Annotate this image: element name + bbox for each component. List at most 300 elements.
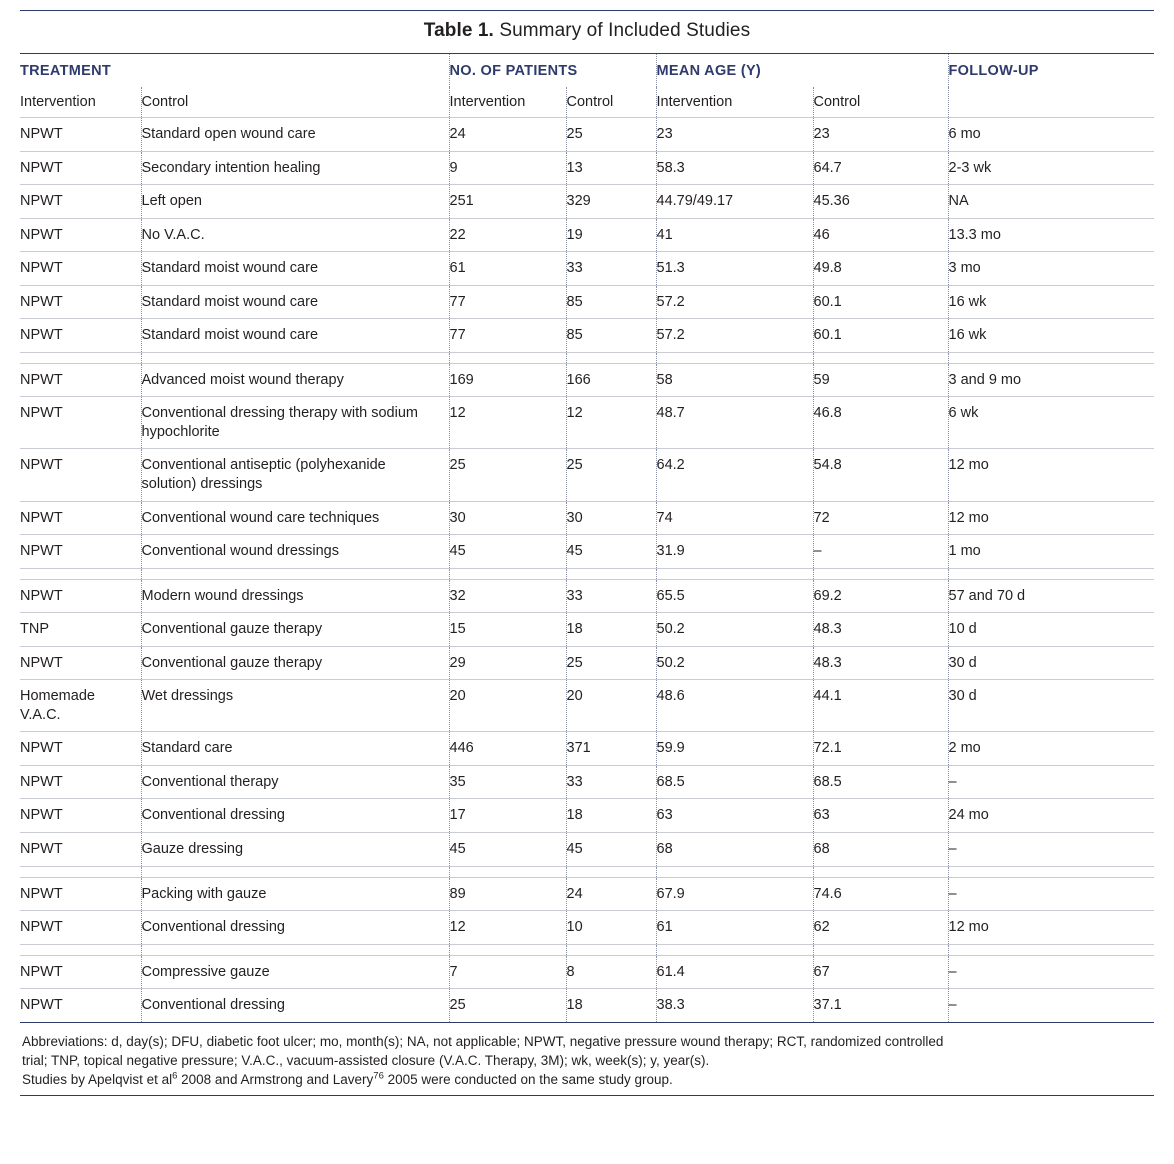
table-cell: [141, 252, 449, 286]
studies-table: [20, 54, 1154, 1022]
cell-text: 46.8: [813, 405, 842, 422]
cell-text: Standard moist wound care: [141, 293, 319, 310]
cell-text: 38.3: [656, 997, 685, 1014]
cell-text: –: [948, 841, 957, 858]
table-cell: [813, 877, 948, 911]
cell-text: 13: [566, 159, 583, 176]
table-cell: [813, 833, 948, 867]
cell-text: 62: [813, 919, 830, 936]
table-cell-spacer: [656, 944, 813, 955]
cell-text: NPWT: [20, 773, 63, 790]
table-row: [20, 252, 1154, 286]
table-cell-spacer: [813, 866, 948, 877]
cell-text: 2-3 wk: [948, 159, 992, 176]
cell-text: NPWT: [20, 226, 63, 243]
cell-text: 446: [449, 740, 474, 757]
table-row: [20, 185, 1154, 219]
footnote-line-3-part-b: 2008 and Armstrong and Lavery: [177, 1072, 374, 1088]
table-cell: [566, 732, 656, 766]
table-cell: [449, 319, 566, 353]
cell-text: NPWT: [20, 963, 63, 980]
cell-text: NPWT: [20, 543, 63, 560]
cell-text: Standard open wound care: [141, 126, 316, 142]
cell-text: 89: [449, 885, 466, 902]
cell-text: 48.3: [813, 621, 842, 638]
cell-text: NA: [948, 193, 969, 210]
cell-text: 3 mo: [948, 260, 981, 277]
table-row: [20, 218, 1154, 252]
cell-text: 23: [813, 126, 830, 142]
table-cell: [449, 955, 566, 989]
table-cell-spacer: [141, 866, 449, 877]
table-row-spacer: [20, 352, 1154, 363]
table-cell: [141, 449, 449, 501]
table-cell: [449, 449, 566, 501]
group-header-treatment: TREATMENT: [20, 63, 112, 79]
cell-text: 74: [656, 509, 673, 526]
table-cell: [141, 989, 449, 1022]
cell-text: 58: [656, 371, 673, 388]
table-cell: [948, 535, 1154, 569]
table-cell: [566, 397, 656, 449]
cell-text: 50.2: [656, 621, 685, 638]
table-cell: [20, 397, 141, 449]
cell-text: 45: [449, 543, 466, 560]
table-cell: [141, 218, 449, 252]
cell-text: 15: [449, 621, 466, 638]
table-cell: [449, 833, 566, 867]
table-cell: [141, 579, 449, 613]
table-cell-spacer: [948, 944, 1154, 955]
table-cell: [20, 911, 141, 945]
table-cell: [141, 799, 449, 833]
cell-text: NPWT: [20, 807, 63, 824]
cell-text: 61: [449, 260, 466, 277]
cell-text: 32: [449, 587, 466, 604]
footnote-ref-6: 6: [172, 1070, 178, 1082]
table-cell: [20, 151, 141, 185]
table-cell: [813, 765, 948, 799]
cell-text: 85: [566, 327, 583, 344]
table-container: [20, 0, 1154, 1096]
cell-text: 35: [449, 773, 466, 790]
table-row-spacer: [20, 866, 1154, 877]
table-cell: [566, 252, 656, 286]
cell-text: 67: [813, 963, 830, 980]
cell-text: 251: [449, 193, 474, 210]
table-cell: [813, 185, 948, 219]
cell-text: 30: [566, 509, 583, 526]
table-cell: [656, 989, 813, 1022]
table-cell: [813, 501, 948, 535]
table-cell: [566, 535, 656, 569]
table-cell: [656, 955, 813, 989]
footnote-line-3-part-a: Studies by Apelqvist et al: [22, 1072, 173, 1088]
cell-text: 18: [566, 621, 583, 638]
cell-text: 12: [449, 405, 466, 422]
table-row: [20, 911, 1154, 945]
table-cell: [656, 449, 813, 501]
table-title-text: Summary of Included Studies: [493, 20, 751, 41]
cell-text: 37.1: [813, 997, 842, 1014]
table-cell: [141, 833, 449, 867]
table-cell: [948, 799, 1154, 833]
table-cell: [656, 833, 813, 867]
cell-text: 64.2: [656, 457, 685, 474]
table-cell: [813, 397, 948, 449]
cell-text: 33: [566, 587, 583, 604]
table-cell: [141, 732, 449, 766]
cell-text: 25: [566, 126, 583, 142]
table-cell: [813, 680, 948, 732]
cell-text: –: [948, 963, 957, 980]
table-cell: [656, 501, 813, 535]
table-cell: [566, 765, 656, 799]
table-row: [20, 613, 1154, 647]
table-cell: [813, 218, 948, 252]
sub-header-age-control: Control: [813, 87, 948, 118]
cell-text: Secondary intention healing: [141, 159, 321, 176]
table-cell: [813, 579, 948, 613]
table-cell: [449, 877, 566, 911]
table-cell-spacer: [449, 944, 566, 955]
cell-text: 30 d: [948, 654, 977, 671]
cell-text: 6 mo: [948, 126, 981, 142]
table-cell: [20, 989, 141, 1022]
table-cell: [813, 535, 948, 569]
table-cell: [20, 680, 141, 732]
table-cell: [449, 989, 566, 1022]
table-cell: [566, 911, 656, 945]
cell-text: 44.79/49.17: [656, 193, 734, 210]
table-cell-spacer: [566, 568, 656, 579]
table-title-label: Table 1.: [423, 20, 494, 41]
cell-text: 48.3: [813, 654, 842, 671]
cell-text: NPWT: [20, 293, 63, 310]
cell-text: Conventional gauze therapy: [141, 621, 323, 638]
cell-text: 3 and 9 mo: [948, 371, 1022, 388]
cell-text: Standard moist wound care: [141, 260, 319, 277]
cell-text: 63: [813, 807, 830, 824]
table-cell: [20, 613, 141, 647]
cell-text: 10 d: [948, 621, 977, 638]
cell-text: –: [948, 885, 957, 902]
cell-text: NPWT: [20, 457, 63, 474]
cell-text: Conventional dressing: [141, 807, 285, 824]
table-cell: [141, 680, 449, 732]
table-cell: [566, 118, 656, 152]
table-row: [20, 579, 1154, 613]
table-cell: [141, 765, 449, 799]
cell-text: 17: [449, 807, 466, 824]
table-row: [20, 118, 1154, 152]
cell-text: Modern wound dressings: [141, 587, 304, 604]
group-header-no-of-patients: NO. OF PATIENTS: [449, 54, 656, 87]
cell-text: 169: [449, 371, 474, 388]
cell-text: 68: [813, 841, 830, 858]
table-row: [20, 732, 1154, 766]
table-cell: [656, 911, 813, 945]
cell-text: 50.2: [656, 654, 685, 671]
table-footnotes: [20, 1023, 1154, 1095]
table-row: [20, 319, 1154, 353]
table-cell: [656, 646, 813, 680]
cell-text: Conventional wound dressings: [141, 543, 339, 560]
cell-text: 18: [566, 807, 583, 824]
table-cell: [449, 911, 566, 945]
table-cell: [948, 151, 1154, 185]
table-cell-spacer: [141, 568, 449, 579]
table-cell: [141, 319, 449, 353]
cell-text: Packing with gauze: [141, 885, 267, 902]
cell-text: NPWT: [20, 509, 63, 526]
table-cell: [20, 185, 141, 219]
table-cell-spacer: [141, 352, 449, 363]
table-cell: [566, 579, 656, 613]
cell-text: NPWT: [20, 997, 63, 1014]
table-cell: [20, 765, 141, 799]
table-cell: [566, 833, 656, 867]
sub-header-treatment-control: Control: [141, 87, 449, 118]
cell-text: NPWT: [20, 193, 63, 210]
table-cell: [656, 285, 813, 319]
table-cell-spacer: [566, 944, 656, 955]
cell-text: 2 mo: [948, 740, 981, 757]
table-cell: [948, 501, 1154, 535]
footnote-line-3-part-c: 2005 were conducted on the same study group.: [383, 1072, 673, 1088]
sub-header-patients-intervention: Intervention: [449, 87, 566, 118]
table-cell: [566, 646, 656, 680]
table-cell: [20, 118, 141, 152]
table-cell: [20, 646, 141, 680]
cell-text: 68: [656, 841, 673, 858]
table-cell: [449, 118, 566, 152]
table-cell: [449, 613, 566, 647]
table-cell: [948, 646, 1154, 680]
table-cell: [656, 397, 813, 449]
table-cell: [449, 579, 566, 613]
cell-text: 30 d: [948, 688, 977, 705]
table-cell: [948, 680, 1154, 732]
table-cell: [566, 185, 656, 219]
table-cell: [566, 501, 656, 535]
cell-text: 68.5: [813, 773, 842, 790]
table-head: [20, 54, 1154, 118]
table-cell: [813, 151, 948, 185]
table-cell: [449, 363, 566, 397]
cell-text: NPWT: [20, 841, 63, 858]
cell-text: 60.1: [813, 327, 842, 344]
table-cell-spacer: [813, 568, 948, 579]
table-cell-spacer: [566, 352, 656, 363]
table-cell: [813, 449, 948, 501]
cell-text: 45: [566, 841, 583, 858]
cell-text: 41: [656, 226, 673, 243]
table-row: [20, 877, 1154, 911]
cell-text: NPWT: [20, 740, 63, 757]
table-cell-spacer: [20, 352, 141, 363]
table-cell-spacer: [813, 944, 948, 955]
table-cell: [948, 877, 1154, 911]
cell-text: 72: [813, 509, 830, 526]
footnote-line-3: [22, 1070, 1152, 1089]
sub-header-treatment-intervention: Intervention: [20, 94, 96, 110]
table-cell: [656, 877, 813, 911]
table-cell-spacer: [141, 944, 449, 955]
cell-text: NPWT: [20, 159, 63, 176]
group-header-mean-age: MEAN AGE (Y): [656, 54, 948, 87]
cell-text: 329: [566, 193, 591, 210]
cell-text: 8: [566, 963, 575, 980]
table-cell: [566, 285, 656, 319]
table-cell: [948, 449, 1154, 501]
footnote-line-2: trial; TNP, topical negative pressure; V.A.C., vacuum-assisted closure (V.A.C. Therapy, 3M); wk, week(s); y, year(s).: [22, 1052, 710, 1068]
cell-text: 74.6: [813, 885, 842, 902]
cell-text: 65.5: [656, 587, 685, 604]
cell-text: Standard moist wound care: [141, 327, 319, 344]
table-cell-spacer: [20, 568, 141, 579]
table-cell-spacer: [656, 866, 813, 877]
cell-text: 371: [566, 740, 591, 757]
cell-text: Advanced moist wound therapy: [141, 371, 344, 388]
cell-text: 16 wk: [948, 293, 987, 310]
table-cell: [948, 319, 1154, 353]
table-cell: [20, 449, 141, 501]
table-cell: [566, 877, 656, 911]
cell-text: 24 mo: [948, 807, 989, 824]
footnote-ref-76: 76: [373, 1070, 384, 1082]
table-group-header-row: [20, 54, 1154, 87]
cell-text: 25: [449, 997, 466, 1014]
table-cell: [948, 397, 1154, 449]
table-cell: [656, 579, 813, 613]
cell-text: 33: [566, 260, 583, 277]
table-cell: [449, 218, 566, 252]
cell-text: 57.2: [656, 293, 685, 310]
table-title: [20, 11, 1154, 53]
table-cell: [813, 799, 948, 833]
table-cell: [449, 799, 566, 833]
cell-text: Conventional therapy: [141, 773, 279, 790]
cell-text: 44.1: [813, 688, 842, 705]
table-cell-spacer: [20, 866, 141, 877]
table-cell: [948, 285, 1154, 319]
table-cell: [449, 252, 566, 286]
cell-text: 59: [813, 371, 830, 388]
table-cell: [948, 732, 1154, 766]
cell-text: 6 wk: [948, 405, 979, 422]
table-cell: [656, 218, 813, 252]
table-cell: [449, 185, 566, 219]
cell-text: 57 and 70 d: [948, 587, 1026, 604]
cell-text: Gauze dressing: [141, 841, 244, 858]
table-cell: [20, 579, 141, 613]
table-cell: [948, 911, 1154, 945]
table-cell: [141, 877, 449, 911]
cell-text: NPWT: [20, 654, 63, 671]
table-cell: [813, 911, 948, 945]
table-cell: [948, 218, 1154, 252]
cell-text: 58.3: [656, 159, 685, 176]
table-cell: [20, 955, 141, 989]
table-cell: [141, 118, 449, 152]
cell-text: 48.7: [656, 405, 685, 422]
cell-text: Conventional dressing: [141, 919, 285, 936]
cell-text: 85: [566, 293, 583, 310]
table-cell: [449, 501, 566, 535]
table-cell: [566, 319, 656, 353]
table-cell: [656, 765, 813, 799]
table-cell: [566, 799, 656, 833]
cell-text: 48.6: [656, 688, 685, 705]
cell-text: Conventional antiseptic (polyhexanide solution) dressings: [141, 457, 386, 493]
cell-text: 12 mo: [948, 919, 989, 936]
cell-text: 12 mo: [948, 457, 989, 474]
cell-text: 16 wk: [948, 327, 987, 344]
table-row: [20, 765, 1154, 799]
table-cell: [566, 218, 656, 252]
table-cell: [20, 285, 141, 319]
footer-rule: [20, 1095, 1154, 1096]
table-cell: [656, 799, 813, 833]
table-row: [20, 799, 1154, 833]
table-cell: [656, 118, 813, 152]
table-cell: [948, 363, 1154, 397]
table-cell: [449, 285, 566, 319]
table-cell: [141, 955, 449, 989]
table-cell: [656, 252, 813, 286]
table-cell: [20, 218, 141, 252]
table-cell: [656, 151, 813, 185]
table-cell-spacer: [449, 568, 566, 579]
cell-text: Conventional wound care techniques: [141, 509, 380, 526]
table-cell-spacer: [948, 866, 1154, 877]
cell-text: 25: [566, 654, 583, 671]
cell-text: NPWT: [20, 327, 63, 344]
table-cell-spacer: [813, 352, 948, 363]
cell-text: Compressive gauze: [141, 963, 270, 980]
table-cell: [449, 765, 566, 799]
table-cell: [948, 955, 1154, 989]
cell-text: 12: [449, 919, 466, 936]
table-body: [20, 118, 1154, 1022]
table-row: [20, 955, 1154, 989]
cell-text: 77: [449, 327, 466, 344]
table-cell: [656, 613, 813, 647]
cell-text: 61.4: [656, 963, 685, 980]
cell-text: 45.36: [813, 193, 850, 210]
table-row: [20, 501, 1154, 535]
table-cell: [141, 363, 449, 397]
sub-header-age-intervention: Intervention: [656, 87, 813, 118]
table-cell: [449, 151, 566, 185]
cell-text: 69.2: [813, 587, 842, 604]
cell-text: 1 mo: [948, 543, 981, 560]
table-cell: [449, 535, 566, 569]
cell-text: –: [948, 773, 957, 790]
cell-text: 57.2: [656, 327, 685, 344]
table-row: [20, 285, 1154, 319]
table-cell: [566, 989, 656, 1022]
cell-text: 54.8: [813, 457, 842, 474]
table-row: [20, 397, 1154, 449]
table-row: [20, 535, 1154, 569]
table-cell: [813, 363, 948, 397]
cell-text: Conventional dressing therapy with sodium hypochlorite: [141, 405, 418, 440]
cell-text: 68.5: [656, 773, 685, 790]
table-cell: [20, 799, 141, 833]
table-cell: [948, 833, 1154, 867]
